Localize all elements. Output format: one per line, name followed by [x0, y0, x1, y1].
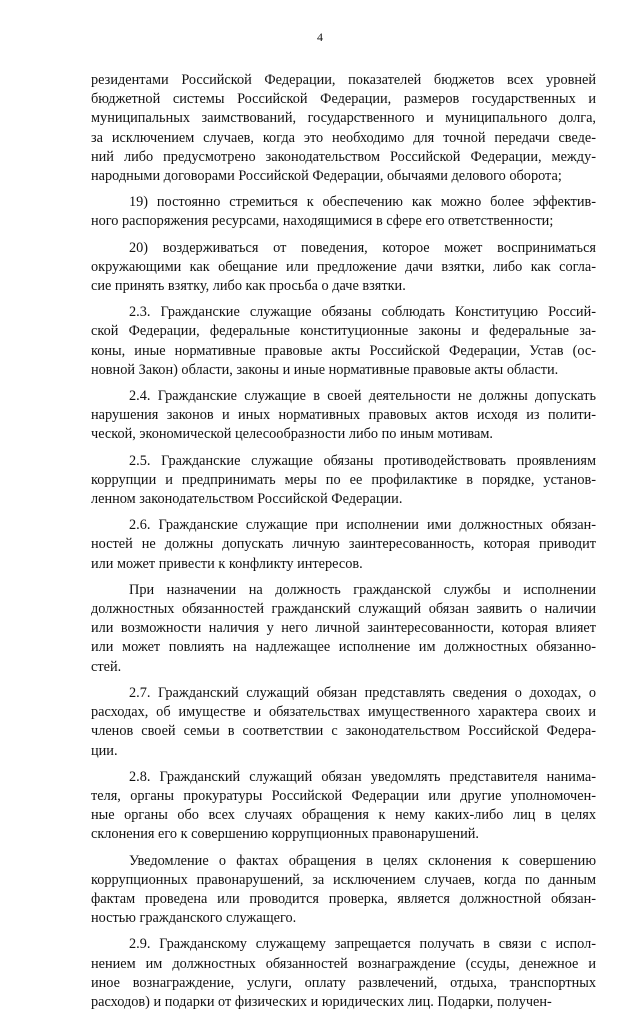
- text-line: или возможности наличия у него личной заинтересованности, которая влияет: [91, 620, 596, 637]
- text-line: нарушения законов и иных нормативных правовых актов исходя из полити-: [91, 407, 596, 424]
- text-line: или может повлиять на надлежащее исполнение им должностных обязанно-: [91, 639, 596, 656]
- text-line: сие принять взятку, либо как просьба о даче взятки.: [91, 278, 406, 295]
- paragraph: [91, 71, 596, 186]
- text-line: 2.8. Гражданский служащий обязан уведомлять представителя нанима-: [129, 768, 596, 785]
- text-line: окружающими как обещание или предложение дачи взятки, либо как согла-: [91, 258, 596, 275]
- paragraph: [91, 387, 596, 445]
- text-line: ческой, экономической целесообразности либо по иным мотивам.: [91, 426, 493, 443]
- text-line: ные органы обо всех случаях обращения к нему каких-либо лиц в целях: [91, 807, 596, 824]
- paragraph: [91, 303, 596, 380]
- text-line: нением им должностных обязанностей вознаграждение (ссуды, денежное и: [91, 955, 596, 972]
- paragraph: [91, 581, 596, 677]
- text-line: 2.6. Гражданские служащие при исполнении ими должностных обязан-: [129, 517, 596, 534]
- text-line: ностей не должны допускать личную заинтересованность, которая приводит: [91, 536, 596, 553]
- text-line: 2.5. Гражданские служащие обязаны противодействовать проявлениям: [129, 452, 596, 469]
- text-line: или может привести к конфликту интересов.: [91, 555, 363, 572]
- text-line: членов своей семьи в соответствии с законодательством Российской Федера-: [91, 723, 596, 740]
- document-body: [91, 71, 596, 1019]
- text-line: ской Федерации, федеральные конституционные законы и федеральные за-: [91, 323, 596, 340]
- text-line: новной Закон) области, законы и иные нормативные правовые акты области.: [91, 361, 559, 378]
- paragraph: [91, 684, 596, 761]
- text-line: бюджетной системы Российской Федерации, размеров государственных и: [91, 91, 596, 108]
- text-line: теля, органы прокуратуры Российской Федерации или другие уполномочен-: [91, 787, 596, 804]
- text-line: 20) воздерживаться от поведения, которое может восприниматься: [129, 239, 596, 256]
- text-line: Уведомление о фактах обращения в целях склонения к совершению: [129, 852, 596, 869]
- text-line: стей.: [91, 658, 122, 675]
- paragraph: [91, 852, 596, 929]
- text-line: ции.: [91, 742, 118, 759]
- text-line: склонения его к совершению коррупционных правонарушений.: [91, 826, 479, 843]
- text-line: ний либо предусмотрено законодательством Российской Федерации, между-: [91, 148, 596, 165]
- text-line: 2.9. Гражданскому служащему запрещается получать в связи с испол-: [129, 936, 596, 953]
- text-line: При назначении на должность гражданской службы и исполнении: [129, 581, 596, 598]
- text-line: 2.3. Гражданские служащие обязаны соблюдать Конституцию Россий-: [129, 304, 596, 321]
- text-line: должностных обязанностей гражданский служащий обязан заявить о наличии: [91, 601, 596, 618]
- page-number: 4: [317, 30, 323, 44]
- text-line: 2.4. Гражданские служащие в своей деятельности не должны допускать: [129, 388, 596, 405]
- text-line: ного распоряжения ресурсами, находящимися в сфере его ответственности;: [91, 213, 554, 230]
- text-line: за исключением случаев, когда это необходимо для точной передачи сведе-: [91, 129, 596, 146]
- text-line: коны, иные нормативные правовые акты Российской Федерации, Устав (ос-: [91, 342, 596, 359]
- text-line: 2.7. Гражданский служащий обязан представлять сведения о доходах, о: [129, 684, 596, 701]
- text-line: резидентами Российской Федерации, показателей бюджетов всех уровней: [91, 72, 596, 88]
- paragraph: [91, 239, 596, 297]
- paragraph: [91, 452, 596, 510]
- text-line: фактам проведена или проводится проверка, является должностной обязан-: [91, 890, 596, 907]
- text-line: иное вознаграждение, услуги, оплату развлечений, отдыха, транспортных: [91, 974, 596, 991]
- text-line: ленном законодательством Российской Федерации.: [91, 491, 403, 508]
- text-line: коррупционных правонарушений, за исключением случаев, когда по данным: [91, 871, 596, 888]
- text-line: расходах, об имуществе и обязательствах имущественного характера своих и: [91, 704, 596, 721]
- paragraph: [91, 193, 596, 231]
- text-line: расходов) и подарки от физических и юридических лиц. Подарки, получен-: [91, 993, 552, 1010]
- paragraph: [91, 516, 596, 574]
- text-line: ностью гражданского служащего.: [91, 910, 297, 927]
- text-line: муниципальных заимствований, государственного и муниципального долга,: [91, 110, 596, 127]
- paragraph: [91, 768, 596, 845]
- text-line: народными договорами Российской Федерации, обычаями делового оборота;: [91, 168, 562, 185]
- text-line: коррупции и предпринимать меры по ее профилактике в порядке, установ-: [91, 471, 596, 488]
- paragraph: [91, 935, 596, 1012]
- text-line: 19) постоянно стремиться к обеспечению как можно более эффектив-: [129, 194, 596, 211]
